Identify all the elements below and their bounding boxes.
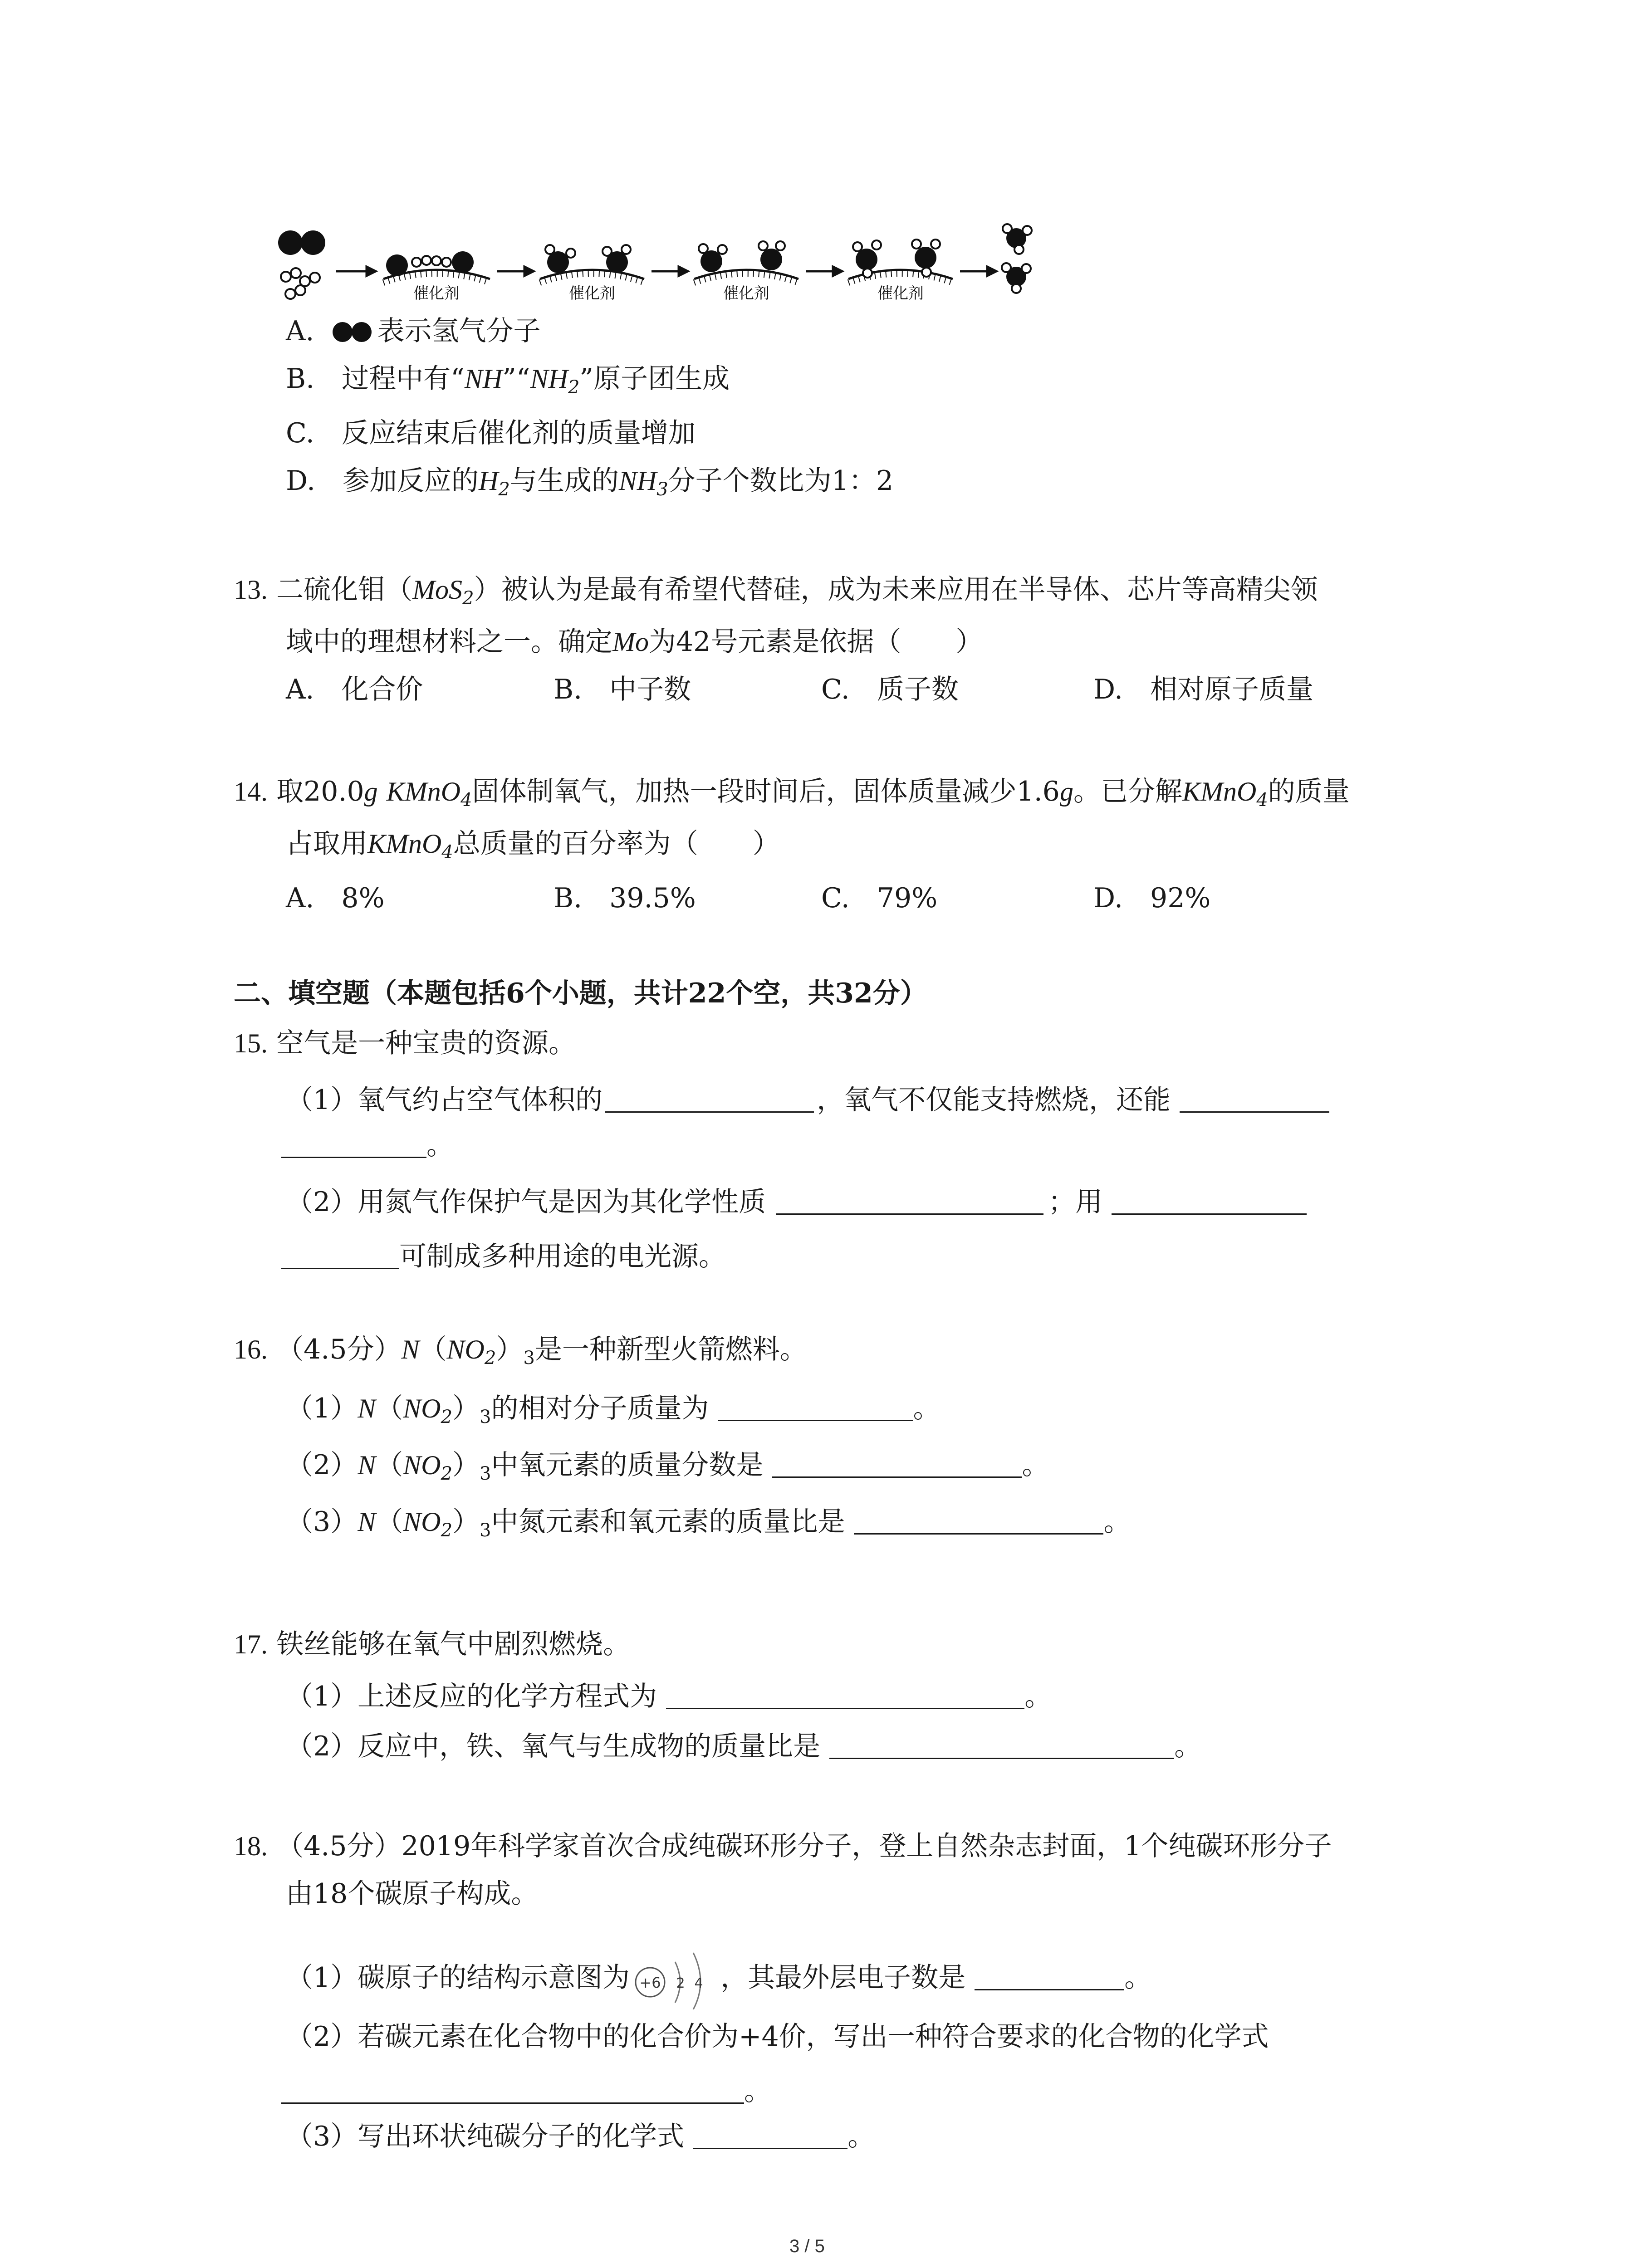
question-text: 是一种新型火箭燃料。 [534, 1334, 807, 1365]
question-number: 14. [234, 777, 268, 807]
option-prefix: C. [286, 417, 314, 449]
question-number: 15. [234, 1028, 268, 1058]
question-text: （2）用氮气作保护气是因为其化学性质 [286, 1186, 766, 1218]
question-text: 取20.0 [276, 776, 364, 807]
question-text: 二硫化钼（ [276, 574, 413, 606]
option-text: 与生成的 [509, 465, 619, 497]
formula-kmno4: KMnO [1182, 777, 1257, 807]
formula-paren: ） [452, 1393, 480, 1424]
question-text: 的质量 [1268, 776, 1350, 807]
question-text: （1） [286, 1393, 358, 1424]
catalyst-surface-2 [540, 245, 644, 303]
option-text: ”“ [502, 363, 530, 395]
answer-blank[interactable] [772, 1450, 1022, 1478]
punctuation: 。 [1022, 1449, 1049, 1481]
catalyst-label-4: 催化剂 [877, 284, 924, 303]
punctuation: 。 [847, 2121, 875, 2152]
formula-mo: Mo [612, 627, 649, 657]
formula-subscript: 2 [441, 1463, 453, 1484]
carbon-atom-structure-icon [630, 1941, 720, 2009]
question-number: 13. [234, 575, 268, 605]
q13-option-b: B. 中子数 [554, 674, 691, 705]
punctuation: 。 [426, 1129, 454, 1161]
shell-electrons-2: 4 [694, 1975, 703, 1991]
question-text: 域中的理想材料之一。确定 [286, 626, 612, 658]
punctuation: 。 [1124, 1962, 1152, 1994]
q13-option-d: D. 相对原子质量 [1093, 674, 1314, 705]
product-nh3-molecules [1002, 224, 1032, 293]
question-text: ；用 [1048, 1186, 1103, 1218]
formula-no2: NO [446, 1334, 485, 1364]
section-heading: 二、填空题（本题包括6个小题，共计22个空，共32分） [234, 978, 927, 1009]
q18-stem-line-1 [234, 1826, 1332, 1867]
punctuation: 。 [913, 1393, 941, 1424]
question-text: 铁丝能够在氧气中剧烈燃烧。 [276, 1628, 631, 1660]
question-score: （4.5分） [276, 1334, 402, 1365]
answer-blank[interactable] [1112, 1187, 1307, 1215]
option-text: 参加反应的 [343, 465, 479, 497]
answer-blank[interactable] [281, 1242, 399, 1269]
q15-part-2 [286, 1182, 1307, 1222]
option-text: 表示氢气分子 [377, 315, 541, 347]
formula-nh2: NH [530, 364, 568, 394]
catalyst-label-3: 催化剂 [723, 284, 769, 303]
q15-part-1-cont [281, 1125, 454, 1166]
q16-stem [234, 1329, 807, 1378]
formula-no2: NO [403, 1450, 441, 1480]
option-prefix: B. [286, 363, 315, 395]
q14-option-b: B. 39.5% [554, 882, 696, 914]
q14-option-c: C. 79% [821, 882, 938, 914]
formula-paren: ） [452, 1506, 480, 1538]
question-text: （4.5分）2019年科学家首次合成纯碳环形分子，登上自然杂志封面，1个纯碳环形分子 [276, 1830, 1332, 1862]
formula-paren: ） [452, 1449, 480, 1481]
formula-subscript: 2 [498, 479, 510, 500]
question-text: （1）碳原子的结构示意图为 [286, 1962, 630, 1994]
q18-stem-line-2 [286, 1873, 538, 1914]
q17-part-2 [286, 1726, 1201, 1767]
reactant-h2-molecules [281, 268, 320, 299]
question-number: 16. [234, 1334, 268, 1364]
question-text: 。已分解 [1073, 776, 1182, 807]
punctuation: 。 [1024, 1681, 1052, 1712]
q13-option-a: A. 化合价 [286, 674, 423, 705]
question-text: 的相对分子质量为 [491, 1393, 709, 1424]
answer-blank[interactable] [854, 1507, 1103, 1535]
q18-part-1 [286, 1941, 1151, 2009]
shell-electrons-1: 2 [676, 1975, 685, 1991]
catalyst-surface-1 [383, 251, 490, 303]
formula-subscript: 2 [484, 1348, 496, 1369]
q17-stem [234, 1624, 630, 1665]
q13-stem-line-1 [234, 569, 1318, 619]
answer-blank[interactable] [975, 1963, 1124, 1990]
formula-subscript: 2 [441, 1407, 453, 1427]
question-text: （2）反应中，铁、氧气与生成物的质量比是 [286, 1730, 821, 1762]
formula-paren: （ [376, 1393, 403, 1424]
q12-option-c [286, 413, 696, 454]
question-text: 为42号元素是依据（ ） [648, 626, 983, 658]
formula-subscript: 2 [568, 377, 580, 398]
question-text: 空气是一种宝贵的资源。 [276, 1027, 576, 1059]
punctuation: 。 [1174, 1730, 1202, 1762]
formula-subscript: 2 [462, 588, 474, 609]
punctuation: 。 [744, 2075, 771, 2107]
nucleus-charge: +6 [639, 1974, 661, 1991]
q16-part-1 [286, 1388, 940, 1437]
question-text: （3） [286, 1506, 358, 1538]
formula-subscript: 3 [656, 479, 668, 500]
q16-part-2 [286, 1445, 1049, 1494]
formula-subscript: 4 [1256, 790, 1268, 811]
catalyst-label-1: 催化剂 [413, 284, 460, 303]
formula-subscript: 3 [480, 1520, 491, 1541]
q14-option-d: D. 92% [1093, 882, 1211, 914]
catalyst-surface-3 [694, 241, 798, 303]
q13-option-c: C. 质子数 [821, 674, 959, 705]
formula-paren: ） [496, 1334, 524, 1365]
question-text: ，其最外层电子数是 [720, 1962, 966, 1994]
q18-part-2-cont [281, 2071, 771, 2112]
formula-subscript: 3 [480, 1407, 491, 1427]
question-text: 固体制氧气，加热一段时间后，固体质量减少1.6 [472, 776, 1060, 807]
question-text: 总质量的百分率为（ ） [453, 828, 780, 860]
catalyst-surface-4 [848, 240, 953, 303]
formula-nh3: NH [618, 466, 657, 496]
question-text: （3）写出环状纯碳分子的化学式 [286, 2121, 685, 2152]
q15-part-2-cont [281, 1236, 726, 1277]
q15-stem [234, 1023, 576, 1064]
q14-option-a: A. 8% [286, 882, 385, 914]
n2-molecule-icon [332, 321, 377, 343]
formula-subscript: 4 [441, 842, 453, 863]
page-number: 3 / 5 [789, 2236, 825, 2256]
answer-blank[interactable] [776, 1187, 1043, 1215]
option-text: 分子个数比为1：2 [668, 465, 894, 497]
unit-g: g [1059, 777, 1073, 807]
answer-blank[interactable] [718, 1393, 913, 1421]
question-number: 17. [234, 1629, 268, 1659]
question-text: 中氧元素的质量分数是 [491, 1449, 764, 1481]
q18-part-2 [286, 2016, 1269, 2057]
answer-blank[interactable] [693, 2121, 847, 2149]
answer-blank[interactable] [281, 1130, 426, 1158]
reactant-n2-molecule [278, 230, 325, 255]
unit-g: g [364, 777, 378, 807]
question-text: （2）若碳元素在化合物中的化合价为+4价，写出一种符合要求的化合物的化学式 [286, 2021, 1269, 2053]
formula-paren: （ [376, 1506, 403, 1538]
option-text: ”原子团生成 [579, 363, 730, 395]
q13-stem-line-2 [286, 621, 983, 662]
answer-blank[interactable] [1180, 1085, 1329, 1113]
question-number: 18. [234, 1831, 268, 1861]
question-text: （1）氧气约占空气体积的 [286, 1084, 603, 1116]
question-text: 占取用 [286, 828, 367, 860]
option-prefix: D. [286, 465, 316, 497]
question-text: （1）上述反应的化学方程式为 [286, 1681, 657, 1712]
formula-subscript: 3 [523, 1348, 535, 1369]
formula-n: N [358, 1450, 376, 1480]
question-text: 中氮元素和氧元素的质量比是 [491, 1506, 845, 1538]
formula-n: N [401, 1334, 420, 1364]
q12-option-a [286, 311, 540, 352]
q16-part-3 [286, 1501, 1131, 1551]
formula-paren: （ [376, 1449, 403, 1481]
q12-option-d [286, 460, 893, 510]
formula-subscript: 2 [441, 1520, 453, 1541]
punctuation: 。 [1103, 1506, 1131, 1538]
formula-kmno4: KMnO [367, 829, 442, 859]
question-text: 由18个碳原子构成。 [286, 1878, 539, 1910]
formula-no2: NO [403, 1507, 441, 1537]
q14-stem-line-1 [234, 771, 1350, 821]
answer-blank[interactable] [666, 1681, 1024, 1709]
formula-n: N [358, 1507, 376, 1537]
q14-stem-line-2 [286, 823, 780, 873]
formula-mos2: MoS [412, 575, 463, 605]
formula-n: N [358, 1393, 376, 1423]
option-text: 过程中有“ [342, 363, 465, 395]
answer-blank[interactable] [829, 1731, 1174, 1759]
question-text: ，氧气不仅能支持燃烧，还能 [817, 1084, 1171, 1116]
formula-paren: （ [419, 1334, 447, 1365]
catalyst-label-2: 催化剂 [569, 284, 615, 303]
reaction-diagram [272, 218, 1053, 322]
q17-part-1 [286, 1676, 1052, 1717]
question-text: 可制成多种用途的电光源。 [399, 1241, 726, 1272]
formula-nh: NH [464, 364, 503, 394]
option-prefix: A. [286, 315, 314, 347]
formula-kmno4: KMnO [386, 777, 461, 807]
answer-blank[interactable] [281, 2076, 744, 2104]
formula-subscript: 3 [480, 1463, 491, 1484]
q12-option-b [286, 358, 730, 408]
answer-blank[interactable] [605, 1085, 814, 1113]
q15-part-1 [286, 1080, 1329, 1120]
question-text: ）被认为是最有希望代替硅，成为未来应用在半导体、芯片等高精尖领 [474, 574, 1318, 606]
formula-subscript: 4 [460, 790, 472, 811]
formula-no2: NO [403, 1393, 441, 1423]
option-text: 反应结束后催化剂的质量增加 [341, 417, 696, 449]
q18-part-3 [286, 2116, 875, 2157]
question-text: （2） [286, 1449, 358, 1481]
formula-h2: H [479, 466, 499, 496]
